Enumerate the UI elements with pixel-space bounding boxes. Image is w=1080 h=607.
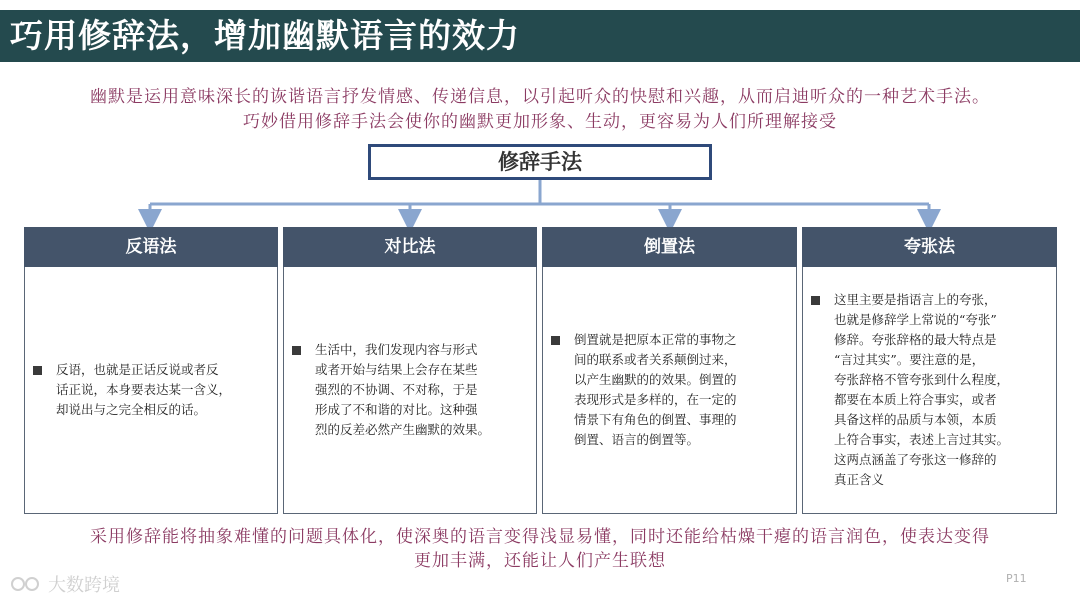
bullet-icon: [551, 336, 560, 345]
column-body-daozhi: [542, 267, 797, 514]
column-body-kuazhang: [802, 267, 1057, 514]
bullet-icon: [811, 296, 820, 305]
column-body-duibi: [283, 267, 537, 514]
column-header-fanyu: 反语法: [24, 227, 278, 267]
intro-line-2: 巧妙借用修辞手法会使你的幽默更加形象、生动，更容易为人们所理解接受: [243, 112, 837, 132]
column-header-kuazhang: 夸张法: [802, 227, 1057, 267]
column-body-fanyu: [24, 267, 278, 514]
column-text-duibi: 生活中，我们发现内容与形式 或者开始与结果上会存在某些 强烈的不协调、不对称，于是 形成了不和谐的对比。这种强 烈的反差必然产生幽默的效果。: [315, 342, 491, 437]
bullet-icon: [33, 366, 42, 375]
footer-line-1: 采用修辞能将抽象难懂的问题具体化，使深奥的语言变得浅显易懂，同时还能给枯燥干瘪的语言润色，使表达变得: [90, 527, 990, 547]
footer-line-2: 更加丰满，还能让人们产生联想: [414, 551, 666, 571]
column-text-fanyu: 反语，也就是正话反说或者反 话正说，本身要表达某一含义， 却说出与之完全相反的话。: [56, 362, 232, 417]
watermark-logo-icon: [8, 574, 44, 594]
watermark: [8, 571, 120, 597]
column-text-kuazhang: 这里主要是指语言上的夸张， 也就是修辞学上常说的“夸张” 修辞。夸张辞格的最大特点是 “言过其实”。要注意的是， 夸张辞格不管夸张到什么程度， 都要在本质上符合事实，或者 具备这样的品质与本领，本质 上符合事实，表述上言过其实。 这两点涵盖了夸张这一修辞的 真正含义: [834, 292, 1010, 487]
column-header-duibi: 对比法: [283, 227, 537, 267]
root-node: 修辞手法: [368, 144, 712, 180]
page-number: P11: [1006, 572, 1027, 585]
intro-line-1: 幽默是运用意味深长的诙谐语言抒发情感、传递信息，以引起听众的快慰和兴趣，从而启迪听众的一种艺术手法。: [90, 87, 990, 107]
watermark-text: 大数跨境: [48, 575, 120, 596]
bullet-icon: [292, 346, 301, 355]
slide-title: 巧用修辞法，增加幽默语言的效力: [10, 16, 520, 55]
column-text-daozhi: 倒置就是把原本正常的事物之 间的联系或者关系颠倒过来， 以产生幽默的的效果。倒置的 表现形式是多样的，在一定的 情景下有角色的倒置、事理的 倒置、语言的倒置等。: [574, 332, 737, 447]
column-header-daozhi: 倒置法: [542, 227, 797, 267]
